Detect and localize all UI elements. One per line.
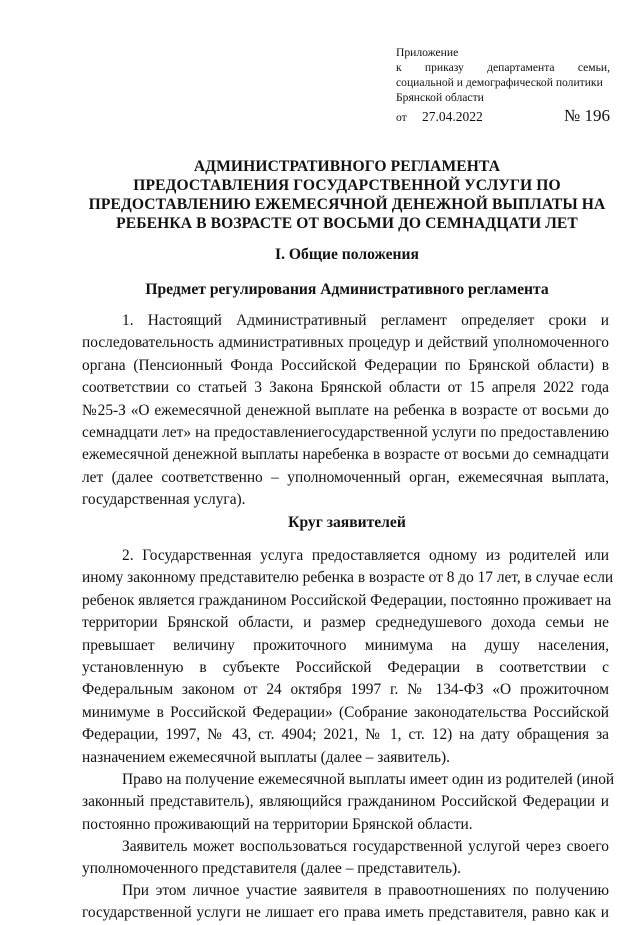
annex-date-row bbox=[396, 108, 610, 125]
annex-header bbox=[396, 45, 610, 125]
subsection-heading-subject: Предмет регулирования Административного регламента bbox=[145, 281, 549, 298]
paragraph-3: Право на получение ежемесячной выплаты имеет один из родителей (иной законный представитель), являющийся гражданином Российской Федерации и постоянно проживающий на территории Брянской области. bbox=[82, 771, 615, 833]
annex-order-line: к приказу департамента семьи, bbox=[396, 61, 610, 74]
order-number: № 196 bbox=[564, 106, 610, 125]
document-title: АДМИНИСТРАТИВНОГО РЕГЛАМЕНТА ПРЕДОСТАВЛЕНИЯ ГОСУДАРСТВЕННОЙ УСЛУГИ ПО ПРЕДОСТАВЛЕНИЮ ЕЖЕМЕСЯЧНОЙ ДЕНЕЖНОЙ ВЫПЛАТЫ НА РЕБЕНКА В ВОЗРАСТЕ ОТ ВОСЬМИ ДО СЕМНАДЦАТИ ЛЕТ bbox=[88, 158, 606, 232]
paragraph-2: 2. Государственная услуга предоставляется одному из родителей или иному законному представителю ребенка в возрасте от 8 до 17 лет, в случае если ребенок является гражданином Российской Федерации, постоянно проживает на территории Брянской области, и размер среднедушевого дохода семьи не превышает величину прожиточного минимума на душу населения, установленную в субъекте Российской Федерации в соответствии с Федеральным законом от 24 октября 1997 г. № 134-ФЗ «О прожиточном минимуме в Российской Федерации» (Собрание законодательства Российской Федерации, 1997, № 43, ст. 4904; 2021, № 1, ст. 12) на дату обращения за назначением ежемесячной выплаты (далее – заявитель). bbox=[82, 547, 614, 766]
order-date: 27.04.2022 bbox=[422, 109, 483, 124]
annex-label: Приложение bbox=[396, 46, 459, 59]
subsection-heading-applicants: Круг заявителей bbox=[288, 514, 406, 531]
annex-department-line: социальной и демографической политики bbox=[396, 76, 603, 89]
paragraph-4: Заявитель может воспользоваться государственной услугой через своего уполномоченного представителя (далее – представитель). bbox=[82, 838, 609, 878]
paragraph-1: 1. Настоящий Административный регламент определяет сроки и последовательность административных процедур и действий уполномоченного органа (Пенсионный Фонда Российской Федерации по Брянской области) в соответствии со статьей 3 Закона Брянской области от 15 апреля 2022 года №25-З «О ежемесячной денежной выплате на ребенка в возрасте от восьми до семнадцати лет» на предоставлениегосударственной услуги по предоставлению ежемесячной денежной выплаты наребенка в возрасте от восьми до семнадцати лет (далее соответственно – уполномоченный орган, ежемесячная выплата, государственная услуга). bbox=[82, 312, 609, 509]
paragraph-5: При этом личное участие заявителя в правоотношениях по получению государственной услуги не лишает его права иметь представителя, равно как и bbox=[82, 882, 609, 922]
section-heading-general: I. Общие положения bbox=[275, 246, 419, 263]
date-prefix: от bbox=[396, 111, 407, 124]
annex-region-line: Брянской области bbox=[396, 91, 484, 104]
